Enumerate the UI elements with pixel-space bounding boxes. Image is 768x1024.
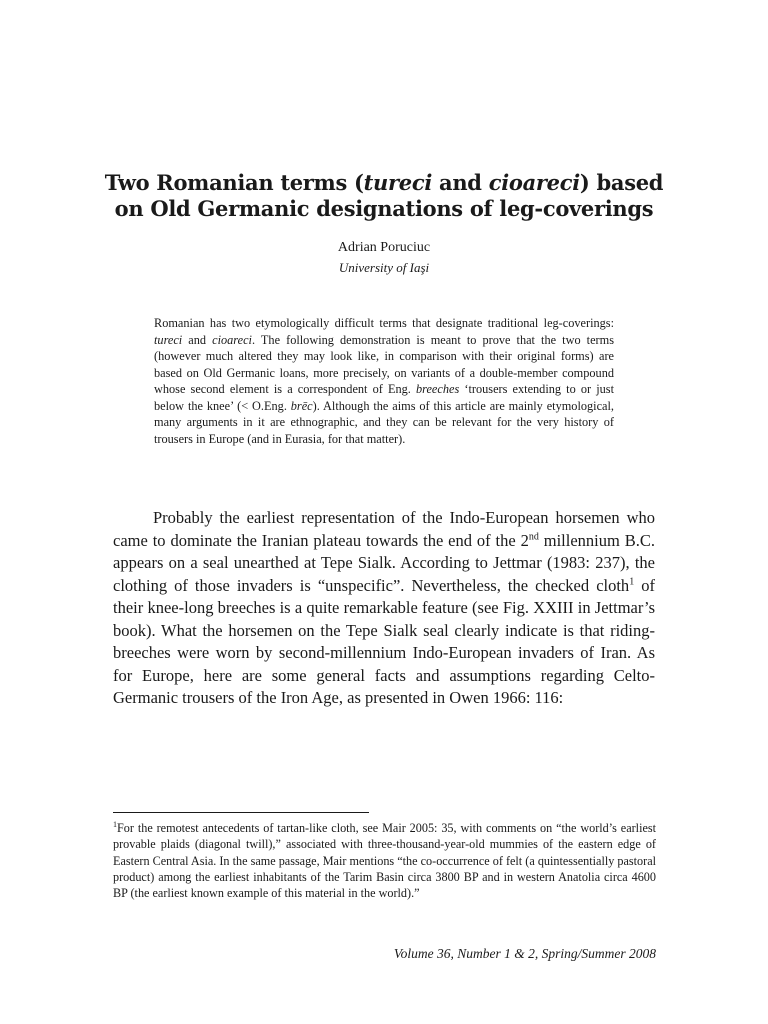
footnote-reference[interactable]: 1 — [629, 576, 635, 587]
title-term-tureci: tureci — [363, 170, 433, 195]
body-paragraph — [113, 507, 655, 710]
abstract-term: tureci — [154, 332, 183, 347]
author-affiliation: University of Iaşi — [338, 260, 430, 275]
author-name: Adrian Poruciuc — [337, 240, 431, 255]
title-text: and — [432, 170, 489, 195]
title-text: ) based on Old Germanic designations of leg-coverings — [114, 170, 664, 221]
title-text: Two Romanian terms ( — [104, 170, 364, 195]
ordinal-superscript: nd — [528, 531, 539, 542]
abstract-text: ). Although the aims of this article are mainly etymological, many arguments in it are ethnographic, and they can be relevant for the very history of trousers in Europe (and in Eurasia, for that matter). — [154, 398, 614, 446]
abstract-term: brēc — [290, 398, 313, 413]
body-text: millennium B.C. appears on a seal unearthed at Tepe Sialk. According to Jettmar (1983: 237), the clothing of those invaders is “unspecific”. Nevertheless, the checked cloth — [113, 530, 656, 595]
title-term-cioareci: cioareci — [488, 170, 580, 195]
running-footer: Volume 36, Number 1 & 2, Spring/Summer 2008 — [393, 946, 656, 961]
abstract-text: . The following demonstration is meant to prove that the two terms (however much altered they may look like, in comparison with their original forms) are based on Old Germanic loans, more precisely, on variants of a double-member compound whose second element is a correspondent of Eng. — [154, 332, 614, 396]
abstract-text: and — [182, 332, 213, 347]
abstract-term: breeches — [416, 382, 460, 396]
article-title — [100, 170, 668, 222]
footnote-divider — [113, 812, 369, 813]
abstract-text: Romanian has two etymologically difficult terms that designate traditional leg-coverings: — [154, 316, 614, 330]
abstract-term: cioareci — [212, 332, 252, 347]
abstract-text: ‘trousers extending to or just below the knee’ (< O.Eng. — [154, 382, 615, 413]
abstract — [154, 315, 614, 447]
body-text: Probably the earliest representation of the Indo-European horsemen who came to dominate the Iranian plateau towards the end of the 2 — [113, 508, 655, 550]
footnote-text: For the remotest antecedents of tartan-like cloth, see Mair 2005: 35, with comments on “the world’s earliest provable plaids (diagonal twill),” associated with three-thousand-year-old mummies of the eastern edge of Eastern Central Asia. In the same passage, Mair mentions “the co-occurrence of felt (a quintessentially pastoral product) among the earliest inhabitants of the Tarim Basin circa 3800 BP and in western Anatolia circa 4600 BP (the earliest known example of this material in the world).” — [113, 821, 656, 901]
body-text: of their knee-long breeches is a quite remarkable feature (see Fig. XXIII in Jettmar’s book). What the horsemen on the Tepe Sialk seal clearly indicate is that riding-breeches were worn by second-millennium Indo-European invaders of Iran. As for Europe, here are some general facts and assumptions regarding Celto-Germanic trousers of the Iron Age, as presented in Owen 1966: 116: — [113, 575, 655, 707]
footnote — [113, 820, 656, 901]
footnote-marker: 1 — [113, 819, 117, 829]
